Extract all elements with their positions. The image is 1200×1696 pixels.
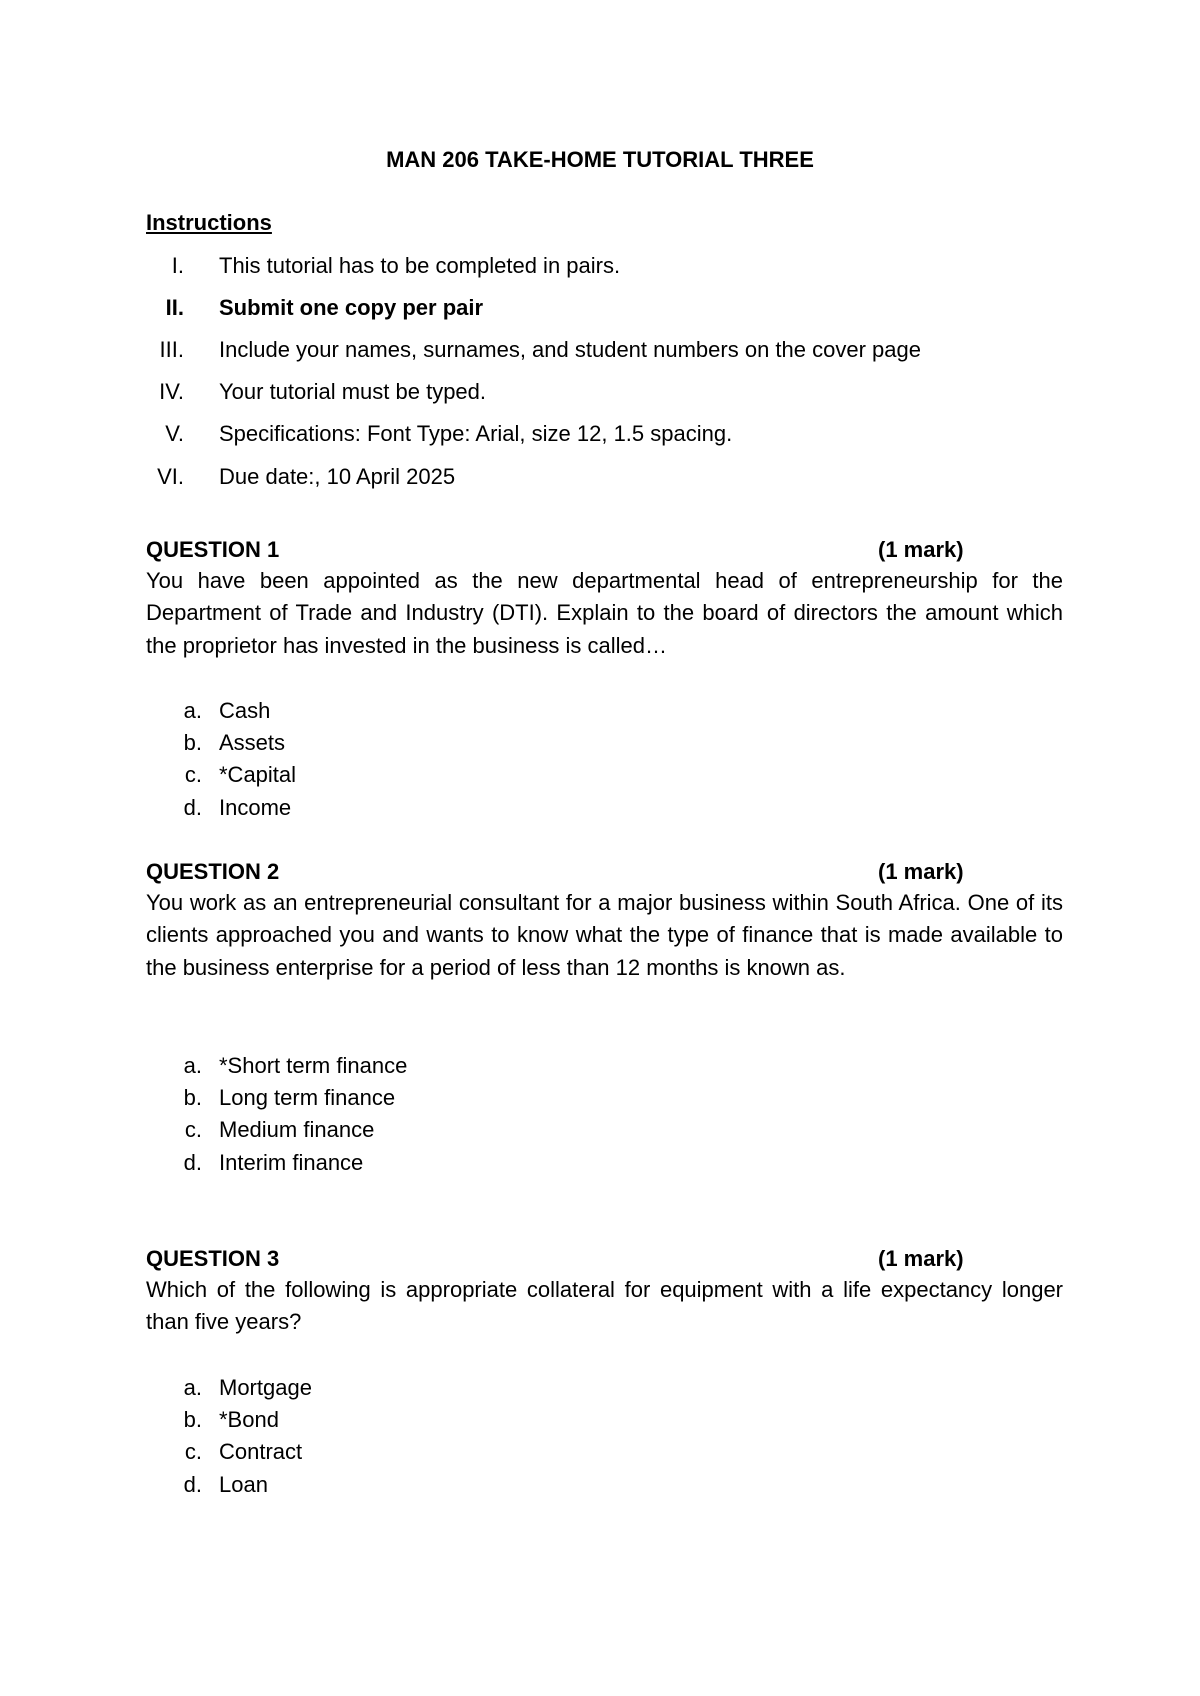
option-text: Assets (219, 730, 286, 755)
instruction-text: Submit one copy per pair (219, 295, 484, 320)
instruction-text: Include your names, surnames, and student numbers on the cover page (219, 337, 921, 362)
option-text: *Capital (219, 762, 297, 787)
question-text: You work as an entrepreneurial consultant for a major business within South Africa. One of its clients approached you and wants to know what the type of finance that is made available to the business enterprise for a period of less than 12 months is known as. (146, 890, 1063, 980)
option-text: *Short term finance (219, 1053, 408, 1078)
instruction-text: Your tutorial must be typed. (219, 379, 487, 404)
option-text: Medium finance (219, 1117, 375, 1142)
option-text: Contract (219, 1439, 303, 1464)
instruction-number: I. (171, 253, 184, 278)
option-letter: c. (184, 1117, 202, 1142)
instruction-text: This tutorial has to be completed in pairs. (219, 253, 621, 278)
question-mark: (1 mark) (878, 1246, 964, 1271)
option-letter: b. (183, 1085, 202, 1110)
option-letter: c. (184, 1439, 202, 1464)
instruction-number: V. (165, 421, 184, 446)
option-text: Loan (219, 1472, 268, 1497)
option-letter: d. (183, 1150, 202, 1175)
option-text: Cash (219, 698, 271, 723)
instruction-number: VI. (157, 464, 184, 489)
option-letter: b. (183, 730, 202, 755)
instruction-number: IV. (159, 379, 184, 404)
question-heading: QUESTION 1 (146, 537, 280, 562)
option-letter: b. (183, 1407, 202, 1432)
instruction-text: Specifications: Font Type: Arial, size 12, 1.5 spacing. (219, 421, 733, 446)
option-letter: a. (183, 1053, 202, 1078)
option-text: Interim finance (219, 1150, 364, 1175)
instruction-number: II. (165, 295, 184, 320)
instructions-heading: Instructions (146, 210, 272, 235)
option-text: Mortgage (219, 1375, 312, 1400)
option-letter: d. (183, 1472, 202, 1497)
option-text: Income (219, 795, 292, 820)
option-text: Long term finance (219, 1085, 396, 1110)
document-title: MAN 206 TAKE-HOME TUTORIAL THREE (386, 147, 814, 172)
question-text: You have been appointed as the new departmental head of entrepreneurship for the Department of Trade and Industry (DTI). Explain to the board of directors the amount which the proprietor has invested in the business is called… (146, 568, 1063, 658)
question-text: Which of the following is appropriate collateral for equipment with a life expectancy longer than five years? (146, 1277, 1063, 1335)
question-heading: QUESTION 2 (146, 859, 280, 884)
instruction-number: III. (159, 337, 184, 362)
question-mark: (1 mark) (878, 537, 964, 562)
option-letter: a. (183, 1375, 202, 1400)
question-heading: QUESTION 3 (146, 1246, 280, 1271)
option-letter: a. (183, 698, 202, 723)
question-mark: (1 mark) (878, 859, 964, 884)
option-letter: c. (184, 762, 202, 787)
option-text: *Bond (219, 1407, 279, 1432)
option-letter: d. (183, 795, 202, 820)
instruction-text: Due date:, 10 April 2025 (219, 464, 456, 489)
